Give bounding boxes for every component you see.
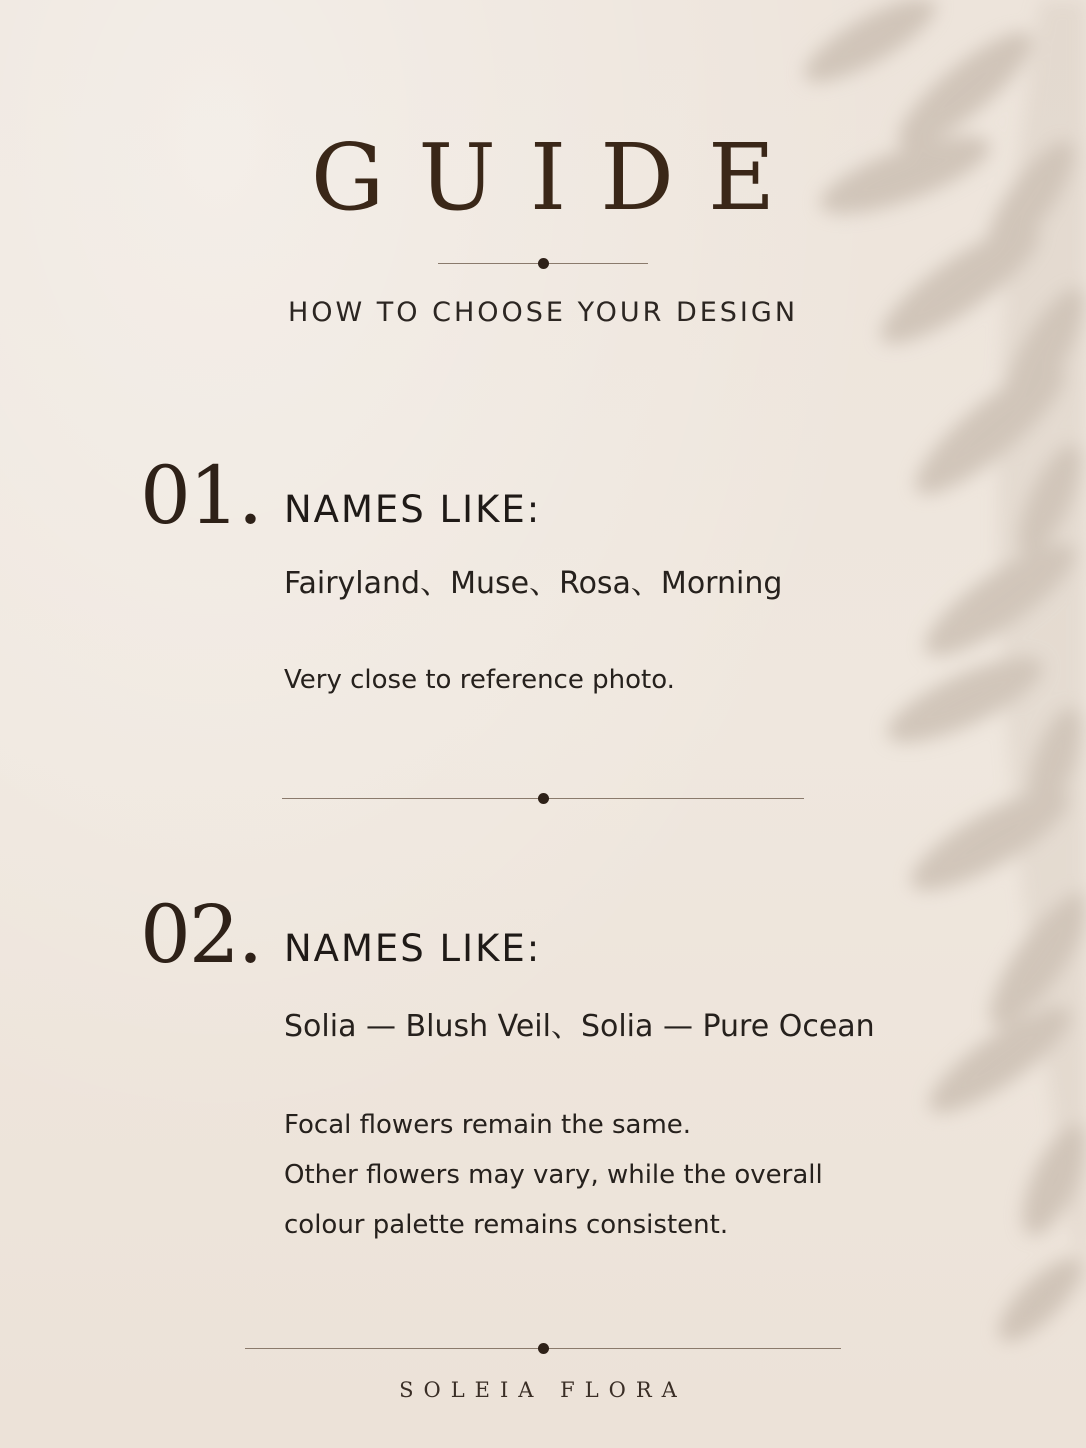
divider-dot (538, 793, 549, 804)
section-heading: NAMES LIKE: (284, 927, 542, 970)
divider-dot (538, 1343, 549, 1354)
brand-footer: SOLEIA FLORA (399, 1378, 687, 1402)
description-line: Other flowers may vary, while the overall (284, 1160, 823, 1190)
section-number: 02. (140, 888, 262, 981)
divider-dot (538, 258, 549, 269)
description-line: Very close to reference photo. (284, 665, 675, 695)
section-names: Solia — Blush Veil、Solia — Pure Ocean (284, 1009, 875, 1044)
section-description (284, 1100, 823, 1250)
section-divider (282, 798, 804, 799)
section-number: 01. (140, 449, 262, 542)
page-subtitle: HOW TO CHOOSE YOUR DESIGN (287, 297, 799, 328)
section-names: Fairyland、Muse、Rosa、Morning (284, 566, 783, 601)
page-title: GUIDE (310, 124, 810, 231)
title-divider (438, 263, 648, 264)
section-description (284, 655, 675, 705)
description-line: colour palette remains consistent. (284, 1210, 729, 1240)
footer-divider (245, 1348, 841, 1349)
section-heading: NAMES LIKE: (284, 488, 542, 531)
description-line: Focal flowers remain the same. (284, 1110, 692, 1140)
